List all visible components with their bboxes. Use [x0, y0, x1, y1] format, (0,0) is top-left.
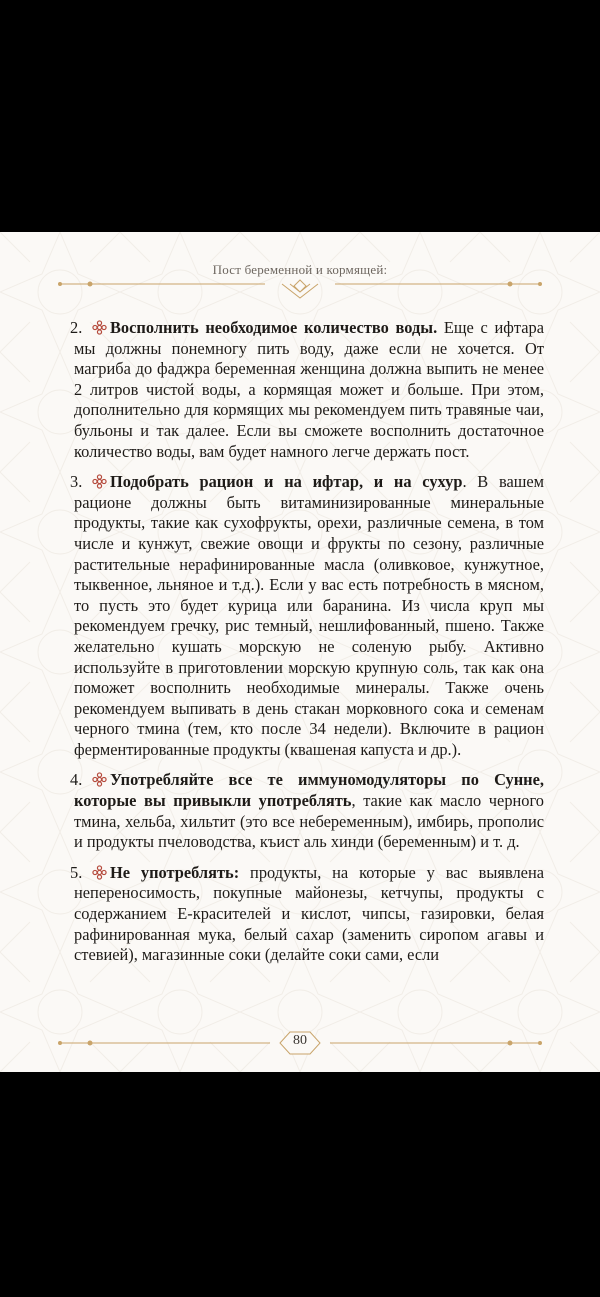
item-body: , такие как масло черного тмина, хельба, хильтит (это все небеременным), имбирь, прополис и продукты пчеловодства, къист аль хинди (беременным) и т. д.	[74, 791, 545, 852]
content-area	[70, 318, 545, 976]
list-item-5	[70, 862, 544, 966]
item-number: 5.	[70, 862, 83, 882]
running-title: Пост беременной и кормящей:	[212, 262, 388, 277]
item-number: 3.	[70, 472, 83, 492]
list-item-3	[70, 472, 545, 760]
flower-ornament-icon	[92, 320, 107, 335]
item-heading: Восполнить необходимое количество воды.	[110, 318, 438, 337]
item-heading: Подобрать рацион и на ифтар, и на сухур	[110, 472, 463, 492]
list-item-4	[70, 770, 545, 852]
header-ornament	[50, 278, 550, 304]
item-body: продукты, на которые у вас выявлена непереносимость, покупные майонезы, кетчупы, продукты с содержанием Е-красителей и кислот, чипсы, газировки, белая рафинированная мука, белый сахар (заменить сиропом агавы и стевией), магазинные соки (делайте соки сами, если	[74, 862, 544, 965]
book-page	[0, 232, 600, 1072]
item-body: . В вашем рационе должны быть витаминизированные минеральные продукты, такие как сухофрукты, орехи, различные семена, в том числе и кунжут, свежие овощи и фрукты по сезону, различные растительные нерафинированные масла (оливковое, кунжутное, тыквенное, льняное и т.д.). Если у вас есть потребность в мясном, то пусть это будет курица или баранина. Из числа круп мы рекомендуем гречку, рис темный, нешлифованный, пшено. Также желательно кушать морскую не соленую рыбу. Активно используйте в приготовлении морскую крупную соль, так как она поможет восполнить необходимые минералы. Также очень рекомендуем выпивать в день стакан морковного сока и семенам черного тмина (тем, кто после 34 недели). Включите в рацион ферментированные продукты (квашеная капуста и др.).	[74, 472, 545, 759]
item-number: 2.	[70, 318, 83, 337]
page-number: 80	[293, 1033, 307, 1048]
flower-ornament-icon	[92, 474, 107, 489]
flower-ornament-icon	[92, 772, 107, 787]
item-body: Еще с ифтара мы должны понемногу пить воду, даже если не хочется. От магриба до фаджра беременная женщина должна выпить не менее 2 литров чистой воды, а кормящая может и больше. При этом, дополнительно для кормящих мы рекомендуем пить травяные чаи, бульоны и так далее. Если вы сможете восполнить достаточное количество воды, вам будет намного легче держать пост.	[74, 318, 544, 461]
list-item-2	[70, 318, 544, 462]
flower-ornament-icon	[92, 865, 107, 880]
item-heading: Не употреблять:	[110, 862, 240, 882]
item-number: 4.	[70, 770, 83, 790]
item-heading: Употребляйте все те иммуномодуляторы по Сунне, которые вы привыкли употреблять	[74, 770, 544, 811]
